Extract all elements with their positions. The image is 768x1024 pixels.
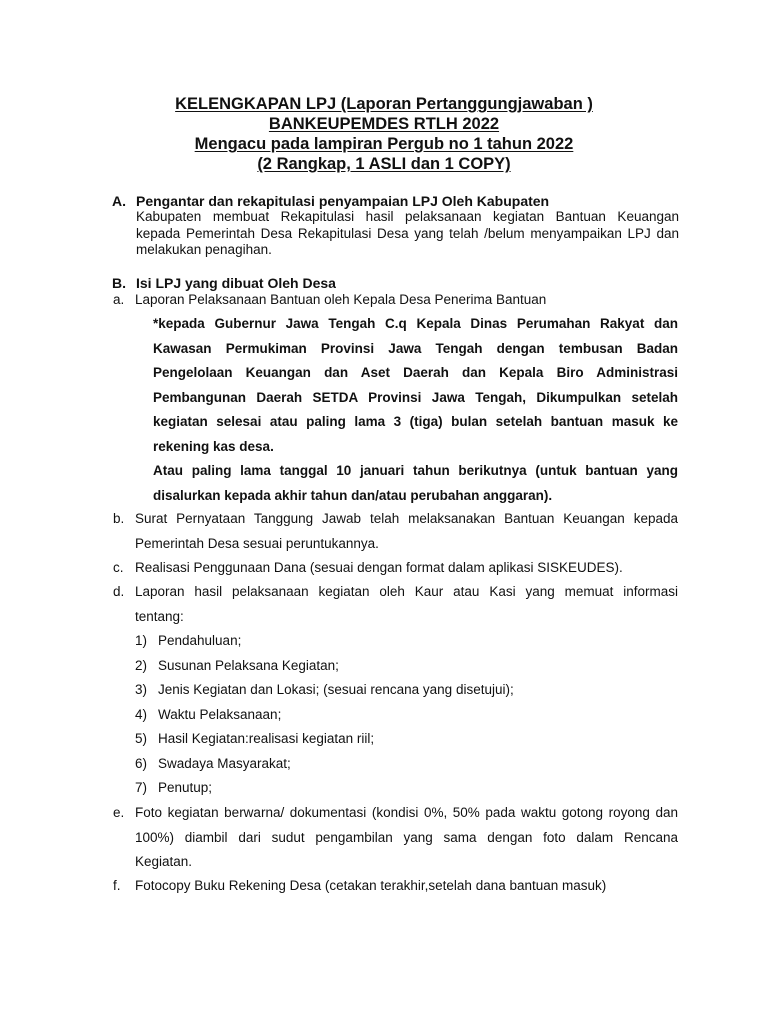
document-title [0,94,768,174]
section-a-heading: Pengantar dan rekapitulasi penyampaian LPJ Oleh Kabupaten [136,193,550,209]
sub-list-item [135,727,374,752]
sub-list-item [135,703,281,728]
bold-note-block [153,312,678,508]
list-item-letter: a. [113,292,125,307]
section-a-paragraph-line-1: Kabupaten membuat Rekapitulasi hasil pelaksanaan kegiatan Bantuan Keuangan [136,209,679,224]
list-item-text-line-2: tentang: [135,608,184,624]
bold-note-line-5: kegiatan selesai atau paling lama 3 (tiga) bulan setelah bantuan masuk ke [153,414,678,429]
sub-list-text: Jenis Kegiatan dan Lokasi; (sesuai rencana yang disetujui); [158,682,514,697]
section-a-paragraph-line-2: kepada Pemerintah Desa Rekapitulasi Desa yang telah /belum menyampaikan LPJ dan [136,225,679,241]
section-b-heading: Isi LPJ yang dibuat Oleh Desa [136,275,336,291]
sub-list-item [135,776,212,801]
sub-list-text: Susunan Pelaksana Kegiatan; [158,657,339,673]
title-line-3: Mengacu pada lampiran Pergub no 1 tahun 2022 [194,135,574,153]
list-item-text-line-1: Foto kegiatan berwarna/ dokumentasi (kondisi 0%, 50% pada waktu gotong royong dan [135,805,678,820]
list-item-letter: d. [113,584,125,599]
bold-note-line-1: *kepada Gubernur Jawa Tengah C.q Kepala Dinas Perumahan Rakyat dan [153,316,678,331]
section-b-letter: B. [112,275,126,291]
sub-list-number: 6) [135,755,148,771]
list-item-text: Fotocopy Buku Rekening Desa (cetakan terakhir,setelah dana bantuan masuk) [135,878,607,893]
sub-list-number: 1) [135,633,148,648]
bold-note-line-4: Pembangunan Daerah SETDA Provinsi Jawa Tengah, Dikumpulkan setelah [153,389,678,405]
title-line-1: KELENGKAPAN LPJ (Laporan Pertanggungjawaban ) [175,95,593,113]
title-line-4: (2 Rangkap, 1 ASLI dan 1 COPY) [257,155,511,173]
title-line-2: BANKEUPEMDES RTLH 2022 [268,115,500,133]
sub-list-text: Hasil Kegiatan:realisasi kegiatan riil; [158,731,375,746]
bold-note-line-2: Kawasan Permukiman Provinsi Jawa Tengah dengan tembusan Badan [153,340,678,356]
list-item-text: Realisasi Penggunaan Dana (sesuai dengan format dalam aplikasi SISKEUDES). [135,560,623,575]
sub-list-text: Penutup; [158,780,213,795]
list-item-text [135,580,678,629]
bold-note-line-6: rekening kas desa. [153,438,274,454]
list-item-text [135,801,678,875]
sub-list-text: Pendahuluan; [158,633,242,648]
list-item-text [135,507,678,556]
sub-list-item [135,654,339,679]
list-item-letter: c. [113,560,124,575]
sub-list-number: 4) [135,706,148,722]
list-item-letter: e. [113,805,125,820]
sub-list-number: 7) [135,780,148,795]
section-a-letter: A. [112,193,126,209]
list-item-text-line-2: 100%) diambil dari sudut pengambilan yang sama dengan foto dalam Rencana [135,829,678,845]
sub-list-item [135,629,241,654]
sub-list-item [135,678,514,703]
sub-list-item [135,752,291,777]
section-a-paragraph [136,209,679,259]
sub-list-number: 2) [135,657,148,673]
bold-note-line-8: disalurkan kepada akhir tahun dan/atau perubahan anggaran). [153,487,553,503]
bold-note-line-3: Pengelolaan Keuangan dan Aset Daerah dan Kepala Biro Administrasi [153,365,678,380]
list-item-letter: b. [113,511,125,526]
list-item-text: Laporan Pelaksanaan Bantuan oleh Kepala Desa Penerima Bantuan [135,292,547,307]
list-item-text-line-1: Surat Pernyataan Tanggung Jawab telah melaksanakan Bantuan Keuangan kepada [135,511,678,526]
sub-list-text: Swadaya Masyarakat; [158,755,291,771]
list-item-text-line-1: Laporan hasil pelaksanaan kegiatan oleh Kaur atau Kasi yang memuat informasi [135,584,678,599]
bold-note-line-7: Atau paling lama tanggal 10 januari tahun berikutnya (untuk bantuan yang [153,463,678,478]
list-item-text-line-3: Kegiatan. [135,854,193,869]
sub-list-number: 5) [135,731,148,746]
list-item-text-line-2: Pemerintah Desa sesuai peruntukannya. [135,535,379,551]
list-item-letter: f. [113,878,121,893]
sub-list-text: Waktu Pelaksanaan; [158,706,282,722]
section-a-paragraph-line-3: melakukan penagihan. [136,242,272,257]
sub-list-number: 3) [135,682,148,697]
